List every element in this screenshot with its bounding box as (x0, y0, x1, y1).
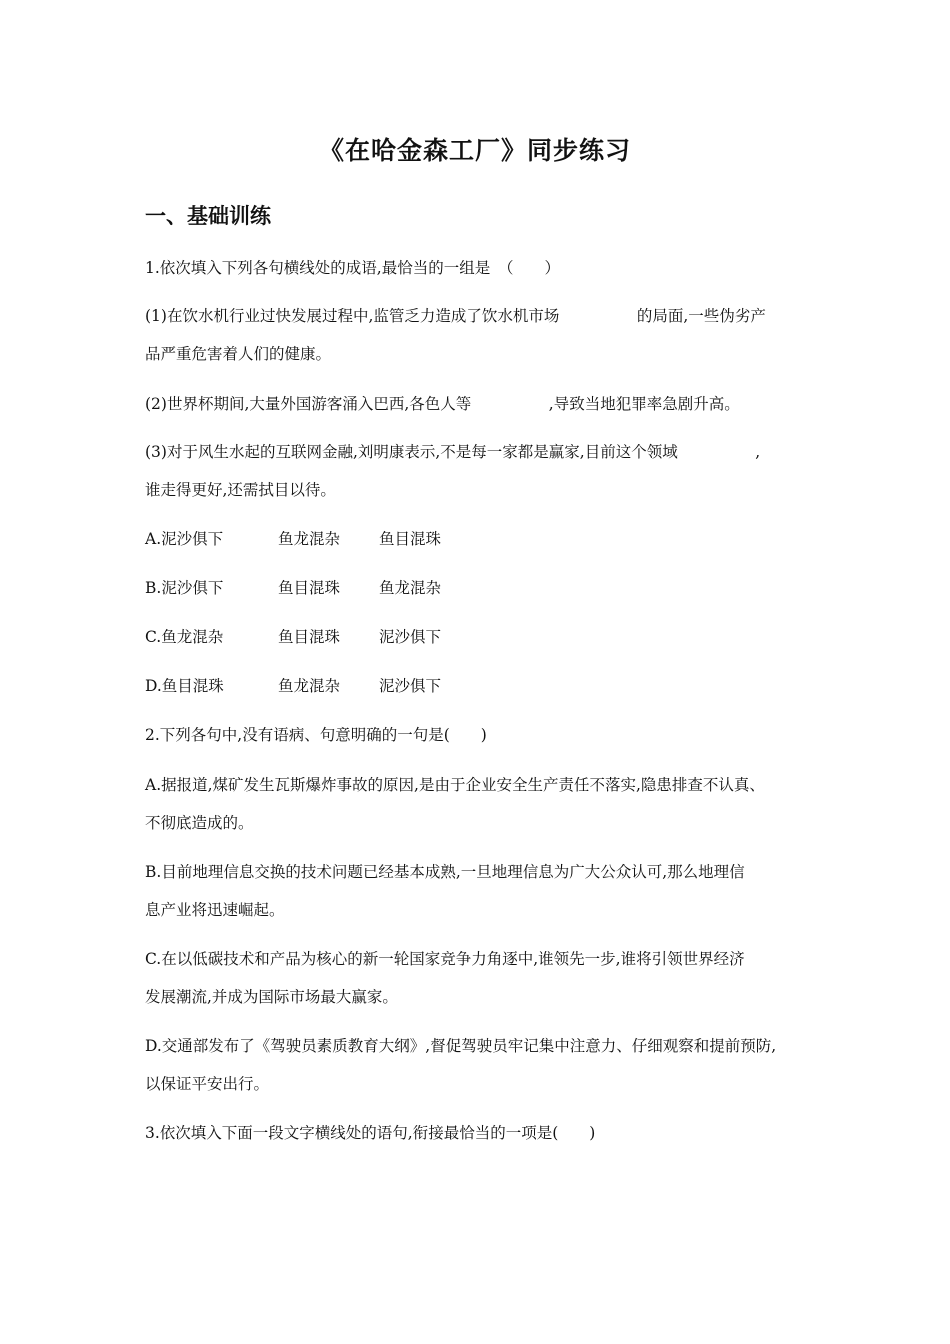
question-1-sentence-2: (2)世界杯期间,大量外国游客涌入巴西,各色人等 ,导致当地犯罪率急剧升高。 (145, 395, 740, 413)
section-heading: 一、基础训练 (145, 204, 271, 228)
question-1-sentence-1: (1)在饮水机行业过快发展过程中,监管乏力造成了饮水机市场 的局面,一些伪劣产 (145, 307, 766, 325)
option-label: A.泥沙俱下 (145, 530, 224, 548)
option-label: D.鱼目混珠 (145, 677, 224, 695)
question-2-option-c: C.在以低碳技术和产品为核心的新一轮国家竞争力角逐中,谁领先一步,谁将引领世界经济 (145, 950, 745, 968)
option-word-3: 泥沙俱下 (379, 628, 442, 646)
option-word-2: 鱼龙混杂 (278, 677, 341, 695)
question-1-stem: 1.依次填入下列各句横线处的成语,最恰当的一组是 （ ） (145, 259, 560, 277)
option-word-2: 鱼目混珠 (278, 579, 341, 597)
question-1-sentence-1-cont: 品严重危害着人们的健康。 (145, 345, 332, 363)
question-2-option-a: A.据报道,煤矿发生瓦斯爆炸事故的原因,是由于企业安全生产责任不落实,隐患排查不认真、 (145, 776, 765, 794)
question-2-option-a-cont: 不彻底造成的。 (145, 814, 254, 832)
option-word-3: 鱼目混珠 (379, 530, 442, 548)
question-2-option-b: B.目前地理信息交换的技术问题已经基本成熟,一旦地理信息为广大公众认可,那么地理信 (145, 863, 745, 881)
option-word-2: 鱼龙混杂 (278, 530, 341, 548)
option-label: C.鱼龙混杂 (145, 628, 224, 646)
question-2-stem: 2.下列各句中,没有语病、句意明确的一句是( ) (145, 726, 487, 744)
question-2-option-d: D.交通部发布了《驾驶员素质教育大纲》,督促驾驶员牢记集中注意力、仔细观察和提前预防, (145, 1037, 777, 1055)
question-2-option-b-cont: 息产业将迅速崛起。 (145, 901, 285, 919)
question-1-sentence-3-cont: 谁走得更好,还需拭目以待。 (145, 481, 336, 499)
option-word-3: 鱼龙混杂 (379, 579, 442, 597)
question-2-option-c-cont: 发展潮流,并成为国际市场最大赢家。 (145, 988, 398, 1006)
option-word-3: 泥沙俱下 (379, 677, 442, 695)
question-2-option-d-cont: 以保证平安出行。 (145, 1075, 270, 1093)
question-1-sentence-3: (3)对于风生水起的互联网金融,刘明康表示,不是每一家都是赢家,目前这个领域 , (145, 443, 761, 461)
option-label: B.泥沙俱下 (145, 579, 224, 597)
option-word-2: 鱼目混珠 (278, 628, 341, 646)
page-title: 《在哈金森工厂》同步练习 (318, 136, 631, 165)
question-3-stem: 3.依次填入下面一段文字横线处的语句,衔接最恰当的一项是( ) (145, 1124, 596, 1142)
